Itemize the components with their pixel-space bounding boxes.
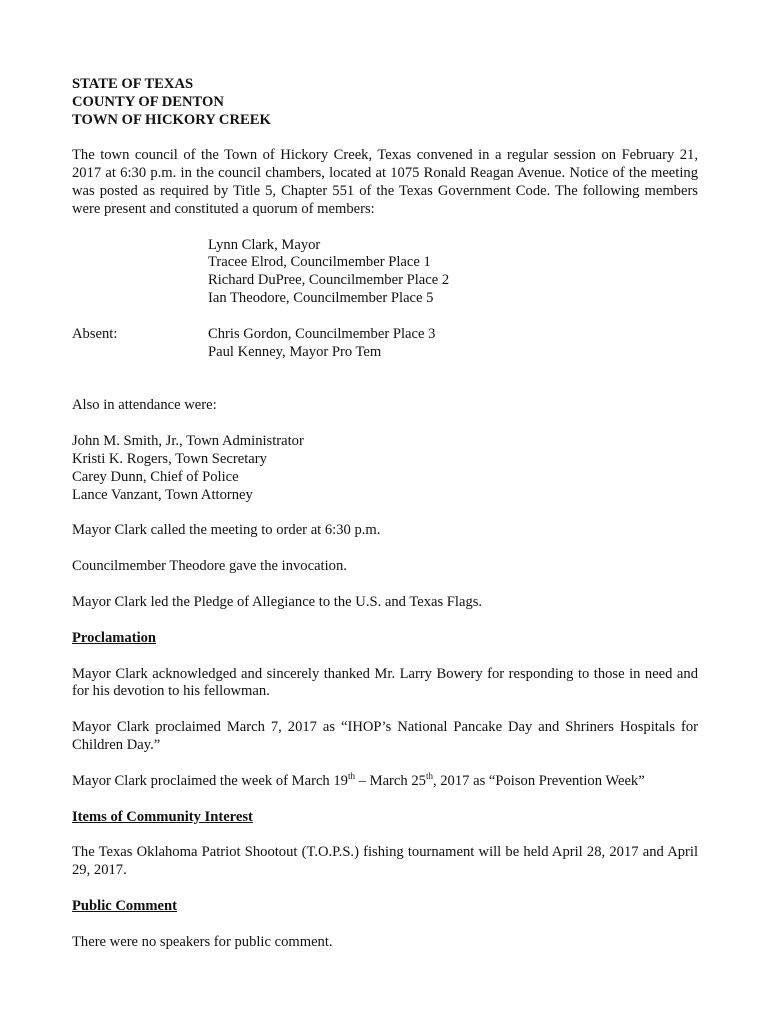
staff-member: John M. Smith, Jr., Town Administrator — [72, 433, 304, 450]
proclamation-p3-text: – March 25 — [355, 772, 426, 789]
heading-town: TOWN OF HICKORY CREEK — [72, 111, 271, 128]
ordinal-suffix: th — [425, 770, 433, 781]
present-member: Tracee Elrod, Councilmember Place 1 — [208, 254, 431, 271]
proclamation-p3-text: Mayor Clark proclaimed the week of March 19 — [72, 772, 348, 789]
staff-member: Carey Dunn, Chief of Police — [72, 468, 239, 485]
present-member: Ian Theodore, Councilmember Place 5 — [208, 289, 434, 306]
heading-county: COUNTY OF DENTON — [72, 93, 224, 110]
heading-state: STATE OF TEXAS — [72, 76, 194, 92]
proclamation-paragraph-3 — [72, 770, 698, 791]
present-member: Richard DuPree, Councilmember Place 2 — [208, 272, 450, 289]
absent-section — [72, 326, 698, 362]
staff-member: Lance Vanzant, Town Attorney — [72, 486, 253, 503]
intro-paragraph: The town council of the Town of Hickory Creek, Texas convened in a regular session on February 21, 2017 at 6:30 p.m. in the council chambers, located at 1075 Ronald Reagan Avenue. Notice of the meeting was posted as required by Title 5, Chapter 551 of the Texas Government Code. The following members were present and constituted a quorum of members: — [72, 147, 698, 217]
absent-label: Absent: — [72, 325, 118, 342]
invocation: Councilmember Theodore gave the invocation. — [72, 558, 347, 575]
absent-member: Paul Kenney, Mayor Pro Tem — [208, 343, 382, 360]
proclamation-title: Proclamation — [72, 629, 157, 646]
public-comment-paragraph: There were no speakers for public comment. — [72, 933, 333, 950]
proclamation-paragraph-2: Mayor Clark proclaimed March 7, 2017 as “IHOP’s National Pancake Day and Shriners Hospitals for Children Day.” — [72, 719, 698, 753]
absent-members-list — [208, 326, 435, 362]
call-to-order: Mayor Clark called the meeting to order at 6:30 p.m. — [72, 522, 381, 539]
pledge: Mayor Clark led the Pledge of Allegiance to the U.S. and Texas Flags. — [72, 593, 483, 610]
present-members-list — [208, 237, 698, 308]
present-member: Lynn Clark, Mayor — [208, 236, 321, 253]
attendance-intro: Also in attendance were: — [72, 397, 217, 414]
proclamation-p3-text: , 2017 as “Poison Prevention Week” — [432, 772, 645, 789]
community-interest-paragraph: The Texas Oklahoma Patriot Shootout (T.O.P.S.) fishing tournament will be held April 28, 2017 and April 29, 2017. — [72, 844, 698, 879]
public-comment-title: Public Comment — [72, 897, 177, 914]
ordinal-suffix: th — [347, 770, 355, 781]
proclamation-paragraph-1: Mayor Clark acknowledged and sincerely thanked Mr. Larry Bowery for responding to those in need and for his devotion to his fellowman. — [72, 665, 698, 700]
absent-member: Chris Gordon, Councilmember Place 3 — [208, 325, 436, 342]
community-interest-title: Items of Community Interest — [72, 808, 253, 825]
document-heading — [72, 76, 698, 129]
staff-list — [72, 433, 698, 504]
staff-member: Kristi K. Rogers, Town Secretary — [72, 450, 267, 467]
